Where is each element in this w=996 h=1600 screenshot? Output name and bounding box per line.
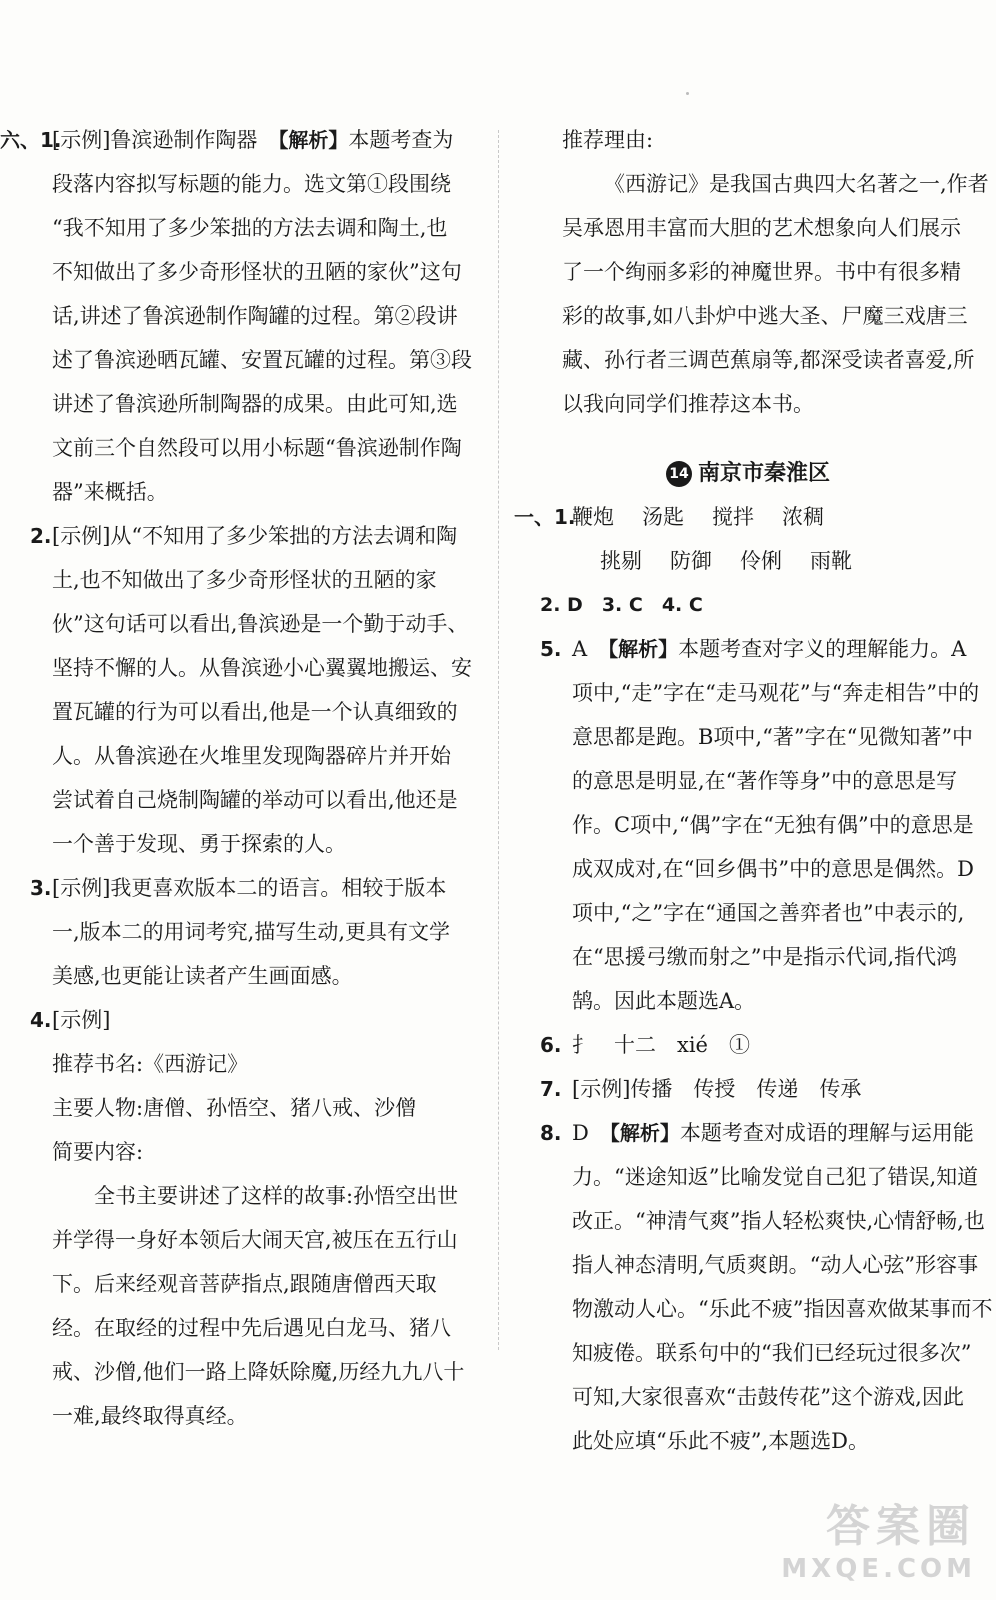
answer-line: 一,版本二的用词考究,描写生动,更具有文学 xyxy=(52,920,451,944)
right-column xyxy=(514,118,993,1463)
section-title: 南京市秦淮区 xyxy=(697,461,830,486)
answer-line: 作。C项中,“偶”字在“无独有偶”中的意思是 xyxy=(572,813,974,837)
question-6-1 xyxy=(0,118,482,514)
site-watermark xyxy=(781,1490,976,1584)
analysis-tag: 【解析】 xyxy=(278,128,349,152)
answer-line: 力。“迷途知返”比喻发觉自己犯了错误,知道 xyxy=(572,1165,979,1189)
word: 浓稠 xyxy=(782,505,824,529)
reason-label: 推荐理由: xyxy=(562,128,654,152)
section-heading xyxy=(520,456,976,487)
answer-line: “我不知用了多少笨拙的方法去调和陶土,也 xyxy=(52,216,448,240)
reason-line: 了一个绚丽多彩的神魔世界。书中有很多精 xyxy=(562,260,961,284)
answer-line: 文前三个自然段可以用小标题“鲁滨逊制作陶 xyxy=(52,436,462,460)
analysis-tag: 【解析】 xyxy=(608,637,679,661)
answer-line: 物激动人心。“乐此不疲”指因喜欢做某事而不 xyxy=(572,1297,993,1321)
section-number-badge: 14 xyxy=(666,461,692,487)
word: 鞭炮 xyxy=(572,505,614,529)
column-divider xyxy=(498,130,499,1350)
recommend-reason xyxy=(520,118,989,426)
answer-line: 人。从鲁滨逊在火堆里发现陶器碎片并开始 xyxy=(52,744,451,768)
question-number: 6. xyxy=(540,1033,562,1057)
answer-line: 可知,大家很喜欢“击鼓传花”这个游戏,因此 xyxy=(572,1385,964,1409)
answers-2-4: 2. D 3. C 4. C xyxy=(540,594,703,616)
answer-line: 土,也不知做出了多少奇形怪状的丑陋的家 xyxy=(52,568,437,592)
question-number: 7. xyxy=(540,1077,562,1101)
answer-line: 成双成对,在“回乡偶书”中的意思是偶然。D xyxy=(572,857,974,881)
question-6 xyxy=(520,1023,976,1067)
answer-line: 在“思援弓缴而射之”中是指示代词,指代鸿 xyxy=(572,945,958,969)
answer-text: 本题考查为 xyxy=(348,128,454,152)
answer-line: 扌 十二 xié ① xyxy=(572,1033,750,1057)
answer-line: 段落内容拟写标题的能力。选文第①段围绕 xyxy=(52,172,451,196)
question-number: 六、1. xyxy=(0,128,62,152)
question-8 xyxy=(520,1111,993,1463)
answer-line: 美感,也更能让读者产生画面感。 xyxy=(52,964,353,988)
answer-text: 本题考查对字义的理解能力。A xyxy=(678,637,967,661)
answer-text: 本题考查对成语的理解与运用能 xyxy=(679,1121,974,1145)
answer-line: 知疲倦。联系句中的“我们已经玩过很多次” xyxy=(572,1341,972,1365)
book-title-line: 推荐书名:《西游记》 xyxy=(52,1052,249,1076)
answer-line: 改正。“神清气爽”指人轻松爽快,心情舒畅,也 xyxy=(572,1209,985,1233)
summary-line: 并学得一身好本领后大闹天宫,被压在五行山 xyxy=(52,1228,458,1252)
answer-line: 项中,“之”字在“通国之善弈者也”中表示的, xyxy=(572,901,965,925)
reason-line: 以我向同学们推荐这本书。 xyxy=(562,392,814,416)
answer-line: [示例]传播 传授 传递 传承 xyxy=(572,1077,862,1101)
word: 防御 xyxy=(670,549,712,573)
answer-line: 鹄。因此本题选A。 xyxy=(572,989,756,1013)
answer-line: 项中,“走”字在“走马观花”与“奔走相告”中的 xyxy=(572,681,980,705)
watermark-url: MXQE.COM xyxy=(781,1554,976,1584)
scan-speck xyxy=(686,92,689,95)
answer-line: 讲述了鲁滨逊所制陶器的成果。由此可知,选 xyxy=(52,392,458,416)
question-number: 一、1. xyxy=(514,505,576,529)
answer-line: [示例]我更喜欢版本二的语言。相较于版本 xyxy=(52,876,447,900)
summary-line: 一难,最终取得真经。 xyxy=(52,1404,248,1428)
answer-line: 意思都是跑。B项中,“著”字在“见微知著”中 xyxy=(572,725,974,749)
question-7 xyxy=(520,1067,976,1111)
characters-line: 主要人物:唐僧、孙悟空、猪八戒、沙僧 xyxy=(52,1096,417,1120)
watermark-logo-text: 答案圈 xyxy=(826,1501,976,1552)
reason-line: 藏、孙行者三调芭蕉扇等,都深受读者喜爱,所 xyxy=(562,348,975,372)
reason-line: 彩的故事,如八卦炉中逃大圣、尸魔三戏唐三 xyxy=(562,304,968,328)
question-number: 4. xyxy=(30,1008,52,1032)
summary-line: 全书主要讲述了这样的故事:孙悟空出世 xyxy=(94,1184,459,1208)
summary-line: 经。在取经的过程中先后遇见白龙马、猪八 xyxy=(52,1316,451,1340)
word: 雨靴 xyxy=(810,549,852,573)
summary-line: 下。后来经观音菩萨指点,跟随唐僧西天取 xyxy=(52,1272,437,1296)
answer-line: 尝试着自己烧制陶罐的举动可以看出,他还是 xyxy=(52,788,458,812)
answer-line: 伙”这句话可以看出,鲁滨逊是一个勤于动手、 xyxy=(52,612,469,636)
word: 挑剔 xyxy=(600,549,642,573)
question-4 xyxy=(0,998,482,1438)
answer-line: 话,讲述了鲁滨逊制作陶罐的过程。第②段讲 xyxy=(52,304,458,328)
word: 搅拌 xyxy=(712,505,754,529)
answer-line: 不知做出了多少奇形怪状的丑陋的家伙”这句 xyxy=(52,260,462,284)
reason-line: 《西游记》是我国古典四大名著之一,作者 xyxy=(604,172,989,196)
reason-line: 吴承恩用丰富而大胆的艺术想象向人们展示 xyxy=(562,216,961,240)
answer-line: 坚持不懈的人。从鲁滨逊小心翼翼地搬运、安 xyxy=(52,656,472,680)
answer-line: 述了鲁滨逊晒瓦罐、安置瓦罐的过程。第③段 xyxy=(52,348,472,372)
question-3 xyxy=(0,866,482,998)
answer-line: [示例]从“不知用了多少笨拙的方法去调和陶 xyxy=(52,524,458,548)
answer-line: 一个善于发现、勇于探索的人。 xyxy=(52,832,346,856)
question-number: 3. xyxy=(30,876,52,900)
answer-line: 指人神态清明,气质爽朗。“动人心弦”形容事 xyxy=(572,1253,979,1277)
summary-label: 简要内容: xyxy=(52,1140,144,1164)
answer-line: 器”来概括。 xyxy=(52,480,168,504)
answer-line: 此处应填“乐此不疲”,本题选D。 xyxy=(572,1429,869,1453)
question-number: 5. xyxy=(540,637,562,661)
questions-2-4 xyxy=(520,583,976,627)
answer-line: [示例] xyxy=(52,1008,111,1032)
word: 汤匙 xyxy=(642,505,684,529)
left-column xyxy=(0,118,482,1438)
answer-choice: A xyxy=(572,637,588,661)
analysis-tag: 【解析】 xyxy=(609,1121,680,1145)
answer-line: 置瓦罐的行为可以看出,他是一个认真细致的 xyxy=(52,700,458,724)
answer-choice: D xyxy=(572,1121,589,1145)
question-2 xyxy=(0,514,482,866)
word: 伶俐 xyxy=(740,549,782,573)
summary-line: 戒、沙僧,他们一路上降妖除魔,历经九九八十 xyxy=(52,1360,465,1384)
question-5 xyxy=(520,627,980,1023)
question-number: 8. xyxy=(540,1121,562,1145)
answer-line: 的意思是明显,在“著作等身”中的意思是写 xyxy=(572,769,958,793)
answer-example: [示例]鲁滨逊制作陶器 xyxy=(52,128,279,152)
question-number: 2. xyxy=(30,524,52,548)
question-1-1 xyxy=(514,495,976,583)
